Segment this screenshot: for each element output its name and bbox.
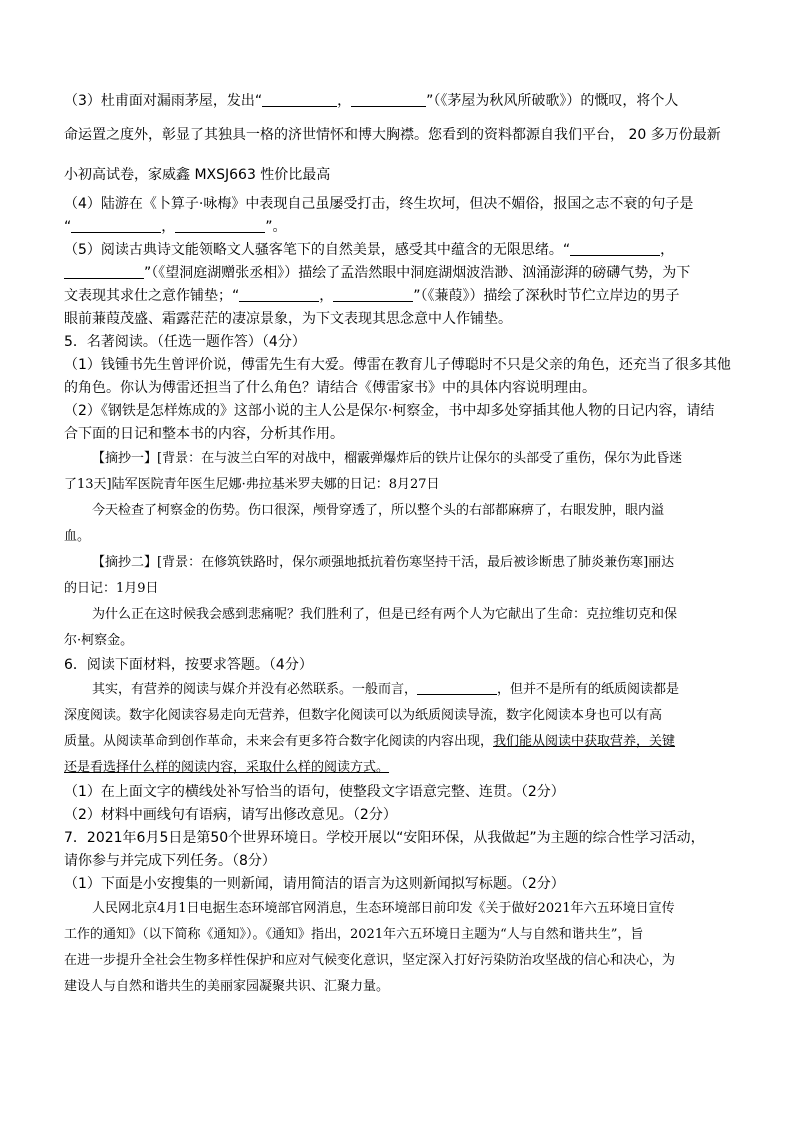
q5-line2	[64, 262, 732, 285]
s6-text: 质量。从阅读革命到创作革命，未来会有更多符合数字化阅读的内容出现，	[64, 734, 494, 749]
excerpt2-line4: 尔·柯察金。	[64, 633, 134, 648]
answer-blank[interactable]	[64, 264, 144, 279]
s6-material-line1	[64, 677, 732, 703]
q5-text: （5）阅读古典诗文能领略文人骚客笔下的自然美景，感受其中蕴含的无限思绪。“	[64, 242, 571, 258]
q3-line2: 命运置之度外，彰显了其独具一格的济世情怀和博大胸襟。您看到的资料都源自我们平台， 20 多万份最新	[64, 127, 721, 143]
s6-q1: （1）在上面文字的横线处补写恰当的语句，使整段文字语意完整、连贯。（2分）	[64, 784, 565, 800]
s6-material-line2: 深度阅读。数字化阅读容易走向无营养，但数字化阅读可以为纸质阅读导流，数字化阅读本身也可以有高	[64, 708, 663, 723]
answer-blank[interactable]	[239, 287, 319, 302]
section6-heading: 6．阅读下面材料，按要求答题。（4分）	[64, 657, 313, 673]
excerpt2-line3: 为什么正在这时候我会感到悲痛呢？我们胜利了，但是已经有两个人为它献出了生命：克拉维切克和保	[92, 607, 678, 622]
s6-text: ，但并不是所有的纸质阅读都是	[497, 682, 680, 697]
s6-material-line4	[64, 755, 732, 781]
answer-blank[interactable]	[570, 241, 660, 256]
quote-open: “	[64, 219, 72, 235]
answer-blank[interactable]	[262, 92, 337, 107]
excerpt2-line1: 【摘抄二】[背景：在修筑铁路时，保尔顽强地抵抗着伤寒坚持干活，最后被诊断患了肺炎兼伤寒]丽达	[92, 555, 675, 570]
s5-q1-line1: （1）钱锺书先生曾评价说，傅雷先生有大爱。傅雷在教育儿子傅聪时不只是父亲的角色，还充当了很多其他	[64, 357, 731, 373]
q5-line3	[64, 285, 732, 308]
section7-heading-line1: 7．2021年6月5日是第50个世界环境日。学校开展以“安阳环保，从我做起”为主题的综合性学习活动，	[64, 830, 705, 846]
s6-material-line3	[64, 729, 732, 755]
s7-q1: （1）下面是小安搜集的一则新闻，请用简洁的语言为这则新闻拟写标题。（2分）	[64, 876, 565, 892]
q4-line1: （4）陆游在《卜算子·咏梅》中表现自己虽屡受打击，终生坎坷，但决不媚俗，报国之志不衰的句子是	[64, 196, 694, 212]
answer-blank[interactable]	[333, 287, 413, 302]
s5-q2-line2: 合下面的日记和整本书的内容，分析其作用。	[64, 426, 344, 442]
excerpt1-line2: 了13天]陆军医院青年医生尼娜·弗拉基米罗夫娜的日记：8月27日	[64, 477, 440, 492]
q5-text: ”（《望洞庭湖赠张丞相》）描绘了孟浩然眼中洞庭湖烟波浩渺、汹涌澎湃的磅礴气势，为下	[144, 265, 691, 281]
q3-text-a: （3）杜甫面对漏雨茅屋，发出“	[64, 93, 263, 109]
answer-blank[interactable]	[417, 680, 497, 695]
excerpt1-line1: 【摘抄一】[背景：在与波兰白军的对战中，榴霰弹爆炸后的铁片让保尔的头部受了重伤，保尔为此昏迷	[92, 451, 683, 466]
answer-blank[interactable]	[71, 218, 161, 233]
s5-q2-line1: （2）《钢铁是怎样炼成的》这部小说的主人公是保尔·柯察金，书中却多处穿插其他人物的日记内容，请结	[64, 403, 715, 419]
q5-line1	[64, 239, 732, 262]
q3-text-b: ”（《茅屋为秋风所破歌》）的慨叹，将个人	[426, 93, 679, 109]
excerpt1-line3: 今天检查了柯察金的伤势。伤口很深，颅骨穿透了，所以整个头的右部都麻痹了，右眼发肿，眼内溢	[92, 503, 665, 518]
answer-blank[interactable]	[351, 92, 426, 107]
s6-q2: （2）材料中画线句有语病，请写出修改意见。（2分）	[64, 807, 397, 823]
q5-text: 文表现其求仕之意作铺垫；“	[64, 288, 240, 304]
q5-text: ”（《蒹葭》）描绘了深秋时节伫立岸边的男子	[413, 288, 680, 304]
news-line1: 人民网北京4月1日电据生态环境部官网消息，生态环境部日前印发《关于做好2021年六五环境日宣传	[92, 901, 675, 916]
underlined-sentence: 还是看选择什么样的阅读内容，采取什么样的阅读方式。	[64, 760, 390, 775]
q4-line2	[64, 216, 732, 239]
excerpt1-line4: 血。	[64, 529, 91, 544]
excerpt2-line2: 的日记：1月9日	[64, 581, 159, 596]
q5-line4: 眼前蒹葭茂盛、霜露茫茫的凄凉景象，为下文表现其思念意中人作铺垫。	[64, 311, 512, 327]
section5-heading: 5．名著阅读。（任选一题作答）（4分）	[64, 334, 306, 350]
s5-q1-line2: 的角色。你认为傅雷还担当了什么角色？请结合《傅雷家书》中的具体内容说明理由。	[64, 380, 596, 396]
answer-blank[interactable]	[175, 218, 265, 233]
section7-heading-line2: 请你参与并完成下列任务。（8分）	[64, 853, 276, 869]
news-line4: 建设人与自然和谐共生的美丽家园凝聚共识、汇聚力量。	[64, 979, 390, 994]
q3-line3: 小初高试卷，家威鑫 MXSJ663 性价比最高	[64, 167, 331, 183]
s6-text: 其实，有营养的阅读与媒介并没有必然联系。一般而言，	[92, 682, 418, 697]
q5-sep: ，	[660, 242, 675, 258]
exam-page	[64, 88, 732, 1000]
q3-line1	[64, 88, 732, 114]
q3-sep: ，	[337, 93, 352, 109]
quote-close: ”。	[265, 219, 287, 235]
q4-sep: ，	[161, 219, 176, 235]
q5-sep: ，	[319, 288, 334, 304]
news-line3: 在进一步提升全社会生物多样性保护和应对气候变化意识，坚定深入打好污染防治攻坚战的信心和决心，为	[64, 953, 676, 968]
underlined-sentence: 我们能从阅读中获取营养，关键	[493, 734, 676, 749]
news-line2: 工作的通知》（以下简称《通知》）。《通知》指出，2021年六五环境日主题为“人与自然和谐共生”，旨	[64, 927, 644, 942]
